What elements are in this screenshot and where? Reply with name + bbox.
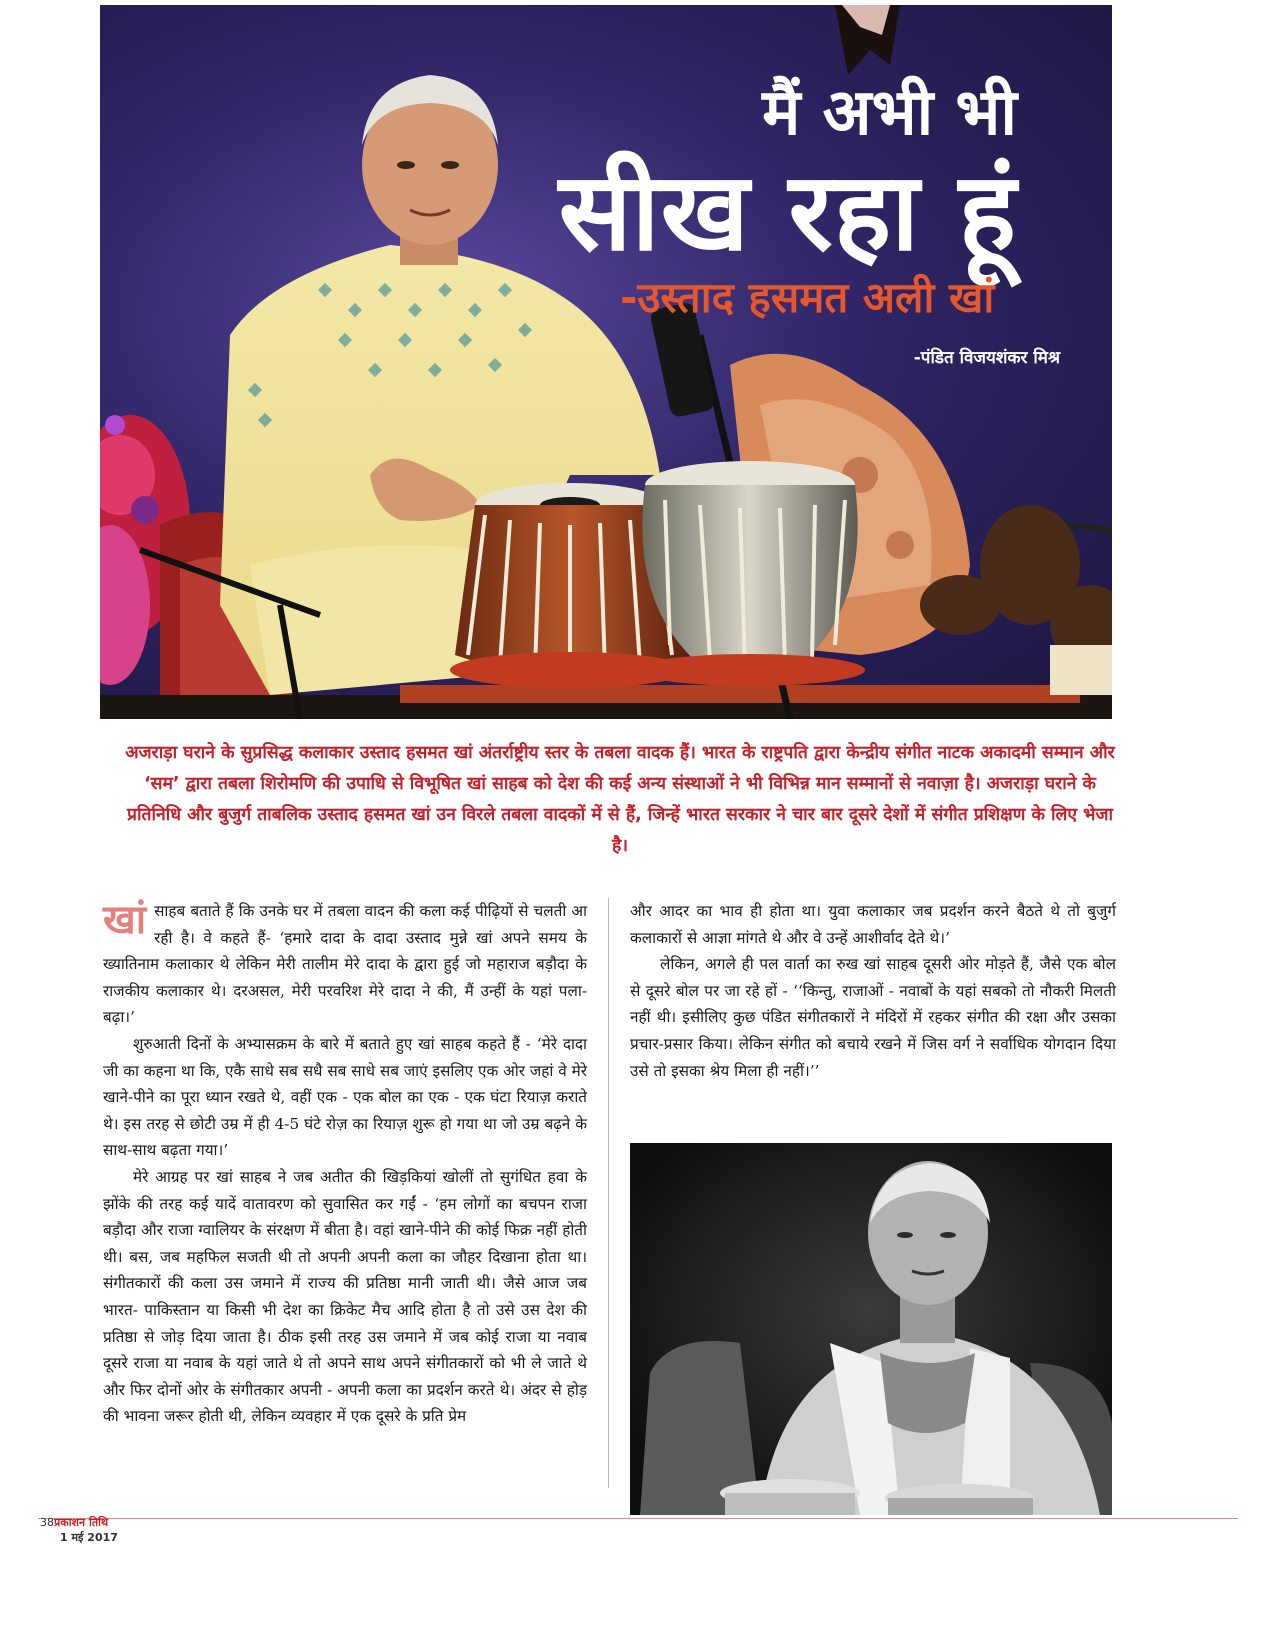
column-divider [608, 898, 609, 1488]
headline [559, 73, 1017, 273]
hero-photo [100, 5, 1112, 719]
article-paragraph: शुरुआती दिनों के अभ्यासक्रम के बारे में बताते हुए खां साहब कहते हैं - ‘मेरे दादा जी का कहना था कि, एकै साधे सब सधै सब साधे सब जाएं इसलिए एक ओर जहां वे मेरे खाने-पीने का पूरा ध्यान रखते थे, वहीं एक - एक बोल का एक - एक घंटा रियाज़ कराते थे। इस तरह से छोटी उम्र में ही 4-5 घंटे रोज़ का रियाज़ शुरू हो गया था जो उम्र बढ़ने के साथ-साथ बढ़ता गया।’ [103, 1034, 587, 1160]
intro-summary: अजराड़ा घराने के सुप्रसिद्ध कलाकार उस्ताद हसमत खां अंतर्राष्ट्रीय स्तर के तबला वादक हैं। भारत के राष्ट्रपति द्वारा केन्द्रीय संगीत नाटक अकादमी सम्मान और ‘सम’ द्वारा तबला शिरोमणि की उपाधि से विभूषित खां साहब को देश की कई अन्य संस्थाओं ने भी विभिन्न मान सम्मानों से नवाज़ा है। अजराड़ा घराने के प्रतिनिधि और बुजुर्ग ताबलिक उस्ताद हसमत खां उन विरले तबला वादकों में से हैं, जिन्हें भारत सरकार ने चार बार दूसरे देशों में संगीत प्रशिक्षण के लिए भेजा है। [125, 743, 1115, 856]
headline-subtitle: -उस्ताद हसमत अली खां [620, 273, 995, 322]
headline-line-1: मैं अभी भी [762, 76, 1017, 150]
article-paragraph-text: साहब बताते हैं कि उनके घर में तबला वादन की कला कई पीढ़ियों से चलती आ रही है। वे कहते हैं- ‘हमारे दादा के दादा उस्ताद मुन्ने खां अपने समय के ख्यातिनाम कलाकार थे लेकिन मेरी तालीम मेरे दादा के द्वारा हुई जो महाराज बड़ौदा के राजकीय कलाकार थे। दरअसल, मेरी परवरिश मेरे दादा ने की, मैं उन्हीं के यहां पला-बढ़ा।’ [103, 902, 587, 1027]
article-column-2 [630, 898, 1116, 1084]
article-paragraph: और आदर का भाव ही होता था। युवा कलाकार जब प्रदर्शन करने बैठते थे तो बुजुर्ग कलाकारों से आज्ञा मांगते थे और वे उन्हें आशीर्वाद देते थे।’ [630, 902, 1116, 947]
portrait-photo-illustration [630, 1143, 1112, 1515]
article-paragraph: मेरे आग्रह पर खां साहब ने जब अतीत की खिड़कियां खोलीं तो सुगंधित हवा के झोंके की तरह कई यादें वातावरण को सुवासित कर गईं - ‘हम लोगों का बचपन राजा बड़ौदा और राजा ग्वालियर के संरक्षण में बीता है। वहां खाने-पीने की कोई फिक्र नहीं होती थी। बस, जब महफिल सजती थी तो अपनी अपनी कला का जौहर दिखाना होता था। संगीतकारों की कला उस जमाने में राज्य की प्रतिष्ठा मानी जाती थी। जैसे आज जब भारत- पाकिस्तान या किसी भी देश का क्रिकेट मैच आदि होता है तो उसे उस देश की प्रतिष्ठा से जोड़ दिया जाता है। ठीक इसी तरह उस जमाने में जब कोई राजा या नवाब दूसरे राजा या नवाब के यहां जाते थे तो अपने साथ अपने संगीतकारों को भी ले जाते थे और फिर दोनों ओर के संगीतकार अपनी - अपनी कला का प्रदर्शन करते थे। अंदर से होड़ की भावना जरूर होती थी, लेकिन व्यवहार में एक दूसरे के प्रति प्रेम [103, 1167, 587, 1426]
page-number: 38 [40, 1516, 54, 1529]
publication-date: 1 मई 2017 [60, 1531, 118, 1544]
article-paragraph [103, 898, 587, 1031]
author-byline: -पंडित विजयशंकर मिश्र [913, 348, 1060, 368]
drop-cap: खां [103, 897, 147, 943]
headline-line-2: सीख रहा हूं [558, 150, 1017, 275]
portrait-photo [630, 1143, 1112, 1515]
publication-label: प्रकाशन तिथि [54, 1516, 108, 1529]
footer-rule [38, 1518, 1238, 1519]
page-folio [40, 1515, 118, 1545]
article-paragraph: लेकिन, अगले ही पल वार्ता का रुख खां साहब दूसरी ओर मोड़ते हैं, जैसे एक बोल से दूसरे बोल पर जा रहे हों - ‘‘किन्तु, राजाओं - नवाबों के यहां सबको तो नौकरी मिलती नहीं थी। इसीलिए कुछ पंडित संगीतकारों ने मंदिरों में रहकर संगीत की रक्षा और उसका प्रचार-प्रसार किया। लेकिन संगीत को बचाये रखने में जिस वर्ग ने सर्वाधिक योगदान दिया उसे तो इसका श्रेय मिला ही नहीं।’’ [630, 955, 1116, 1080]
article-column-1 [103, 898, 587, 1430]
